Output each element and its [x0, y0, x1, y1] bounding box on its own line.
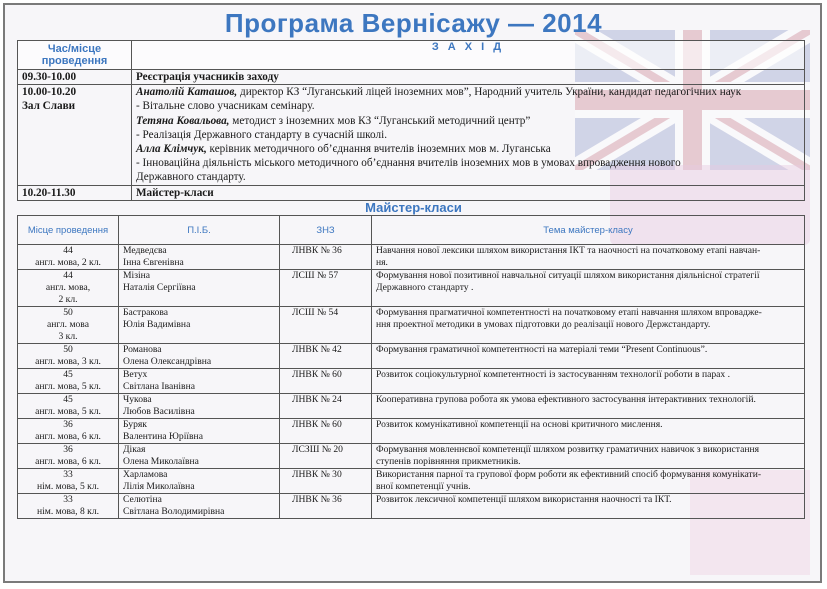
cell-place-line: англ. мова, 2 кл. [35, 257, 101, 268]
cell-pib-line: Ветух [123, 369, 148, 380]
cell-topic [372, 494, 805, 519]
cell-pib [119, 419, 280, 444]
cell-place [18, 369, 119, 394]
cell-pib-line: Романова [123, 344, 162, 355]
cell-pib-line: Світлана Володимирівна [123, 506, 225, 517]
cell-zns-line: ЛНВК № 30 [292, 469, 342, 480]
cell-place [18, 469, 119, 494]
table-row [18, 394, 805, 419]
header-zns: ЗНЗ [280, 216, 372, 245]
cell-place-line: англ. мова, 5 кл. [35, 381, 101, 392]
cell-place-line: англ. мова, 3 кл. [35, 356, 101, 367]
cell-place-line: 50 [63, 344, 73, 355]
cell-place [18, 307, 119, 344]
cell-topic [372, 369, 805, 394]
cell-topic-line: Розвиток комунікативної компетенції на основі критичного мислення. [376, 419, 663, 430]
cell-place [18, 494, 119, 519]
cell-topic-line: ступенів порівняння прикметників. [376, 456, 521, 467]
cell-topic [372, 270, 805, 307]
cell-zns-line: ЛСЗШ № 20 [292, 444, 343, 455]
cell-pib-line: Любов Василівна [123, 406, 195, 417]
row-time [18, 85, 132, 185]
cell-pib-line: Мізіна [123, 270, 151, 281]
table-row [18, 469, 805, 494]
cell-place-line: 45 [63, 369, 73, 380]
cell-pib-line: Наталія Сергіївна [123, 282, 196, 293]
cell-pib-line: Селютіна [123, 494, 162, 505]
table-row [18, 185, 805, 200]
cell-place-line: англ. мова, 5 кл. [35, 406, 101, 417]
cell-place-line: 44 [63, 245, 73, 256]
cell-place-line: 45 [63, 394, 73, 405]
speech-topic: - Вітальне слово учасникам семінару. [136, 100, 315, 113]
cell-pib-line: Лілія Миколаївна [123, 481, 195, 492]
table-row [18, 369, 805, 394]
cell-pib [119, 394, 280, 419]
cell-place [18, 344, 119, 369]
cell-place-line: нім. мова, 5 кл. [36, 481, 100, 492]
cell-place-line: англ. мова, [45, 282, 91, 293]
cell-zns [280, 270, 372, 307]
cell-zns [280, 494, 372, 519]
program-table [17, 40, 805, 201]
cell-topic-line: Формування граматичної компетентності на матеріалі теми “Present Continuous”. [376, 344, 708, 355]
cell-zns-line: ЛСШ № 54 [292, 307, 339, 318]
cell-topic-line: Використання парної та групової форм роботи як ефективний спосіб формування комунікати- [376, 469, 762, 480]
row-event: Реєстрація учасників заходу [132, 70, 805, 85]
cell-pib-line: Чукова [123, 394, 152, 405]
cell-place-line: 3 кл. [58, 331, 78, 342]
cell-place [18, 245, 119, 270]
cell-zns [280, 419, 372, 444]
cell-place-line: 36 [63, 419, 73, 430]
table-row [18, 270, 805, 307]
row-time: 09.30-10.00 [18, 70, 132, 85]
cell-place-line: англ. мова, 6 кл. [35, 456, 101, 467]
cell-place [18, 270, 119, 307]
speech-topic-cont: Державного стандарту. [136, 171, 246, 184]
speaker-name: Тетяна Ковальова, [136, 114, 230, 127]
cell-pib [119, 245, 280, 270]
cell-topic [372, 394, 805, 419]
cell-place-line: 33 [63, 469, 73, 480]
cell-zns [280, 394, 372, 419]
page-title: Програма Вернісажу — 2014 [224, 8, 603, 38]
cell-topic [372, 419, 805, 444]
table-header-row [18, 216, 805, 245]
cell-place [18, 419, 119, 444]
table-row [18, 245, 805, 270]
cell-place-line: 50 [63, 307, 73, 318]
cell-topic-line: Розвиток лексичної компетенції шляхом використання наочності та ІКТ. [376, 494, 672, 505]
cell-place-line: англ. мова, 6 кл. [35, 431, 101, 442]
cell-place [18, 444, 119, 469]
header-topic: Тема майстер-класу [372, 216, 805, 245]
cell-topic [372, 444, 805, 469]
cell-topic-line: ння проектної методики в умовах підготовки до реалізації нового Держстандарту. [376, 319, 711, 330]
header-event: З А Х І Д [132, 41, 805, 70]
cell-pib [119, 369, 280, 394]
speech-topic: - Інноваційна діяльність міського методичного об’єднання вчителів іноземних мов в умовах впровадження нового [136, 157, 681, 170]
speaker-name: Анатолій Каташов, [136, 86, 238, 99]
cell-pib [119, 494, 280, 519]
cell-zns [280, 469, 372, 494]
cell-pib [119, 469, 280, 494]
cell-topic-line: Кооперативна групова робота як умова ефективного застосування інтерактивних технологій. [376, 394, 756, 405]
venue: Зал Слави [22, 100, 76, 113]
table-row [18, 444, 805, 469]
cell-place-line: нім. мова, 8 кл. [36, 506, 100, 517]
cell-place-line: 33 [63, 494, 73, 505]
cell-topic [372, 344, 805, 369]
cell-topic [372, 245, 805, 270]
cell-topic [372, 307, 805, 344]
cell-topic-line: Формування прагматичної компетентності на початковому етапі навчання шляхом впровадже- [376, 307, 762, 318]
row-time: 10.20-11.30 [18, 185, 132, 200]
cell-topic-line: вної компетенції учнів. [376, 481, 471, 492]
cell-pib-line: Світлана Іванівна [123, 381, 195, 392]
cell-topic-line: Державного стандарту . [376, 282, 474, 293]
cell-pib [119, 270, 280, 307]
time-range: 10.00-10.20 [22, 86, 77, 99]
cell-pib-line: Харламова [123, 469, 168, 480]
cell-pib-line: Буряк [123, 419, 147, 430]
speaker-role: керівник методичного об’єднання вчителів іноземних мов м. Луганська [206, 143, 551, 156]
cell-zns-line: ЛНВК № 42 [292, 344, 342, 355]
speech-topic: - Реалізація Державного стандарту в сучасній школі. [136, 128, 387, 141]
cell-zns-line: ЛНВК № 60 [292, 369, 342, 380]
cell-pib-line: Валентина Юріївна [123, 431, 203, 442]
cell-pib-line: Олена Олександрівна [123, 356, 212, 367]
cell-pib-line: Медведєва [123, 245, 167, 256]
table-row [18, 494, 805, 519]
speaker-name: Алла Клімчук, [136, 143, 207, 156]
cell-topic [372, 469, 805, 494]
cell-pib-line: Дікая [123, 444, 146, 455]
cell-place-line: 2 кл. [58, 294, 78, 305]
table-row [18, 419, 805, 444]
cell-zns [280, 344, 372, 369]
cell-zns [280, 369, 372, 394]
row-event: Майстер-класи [132, 185, 805, 200]
cell-zns-line: ЛСШ № 57 [292, 270, 339, 281]
cell-zns-line: ЛНВК № 36 [292, 494, 342, 505]
cell-zns-line: ЛНВК № 60 [292, 419, 342, 430]
cell-place-line: 36 [63, 444, 73, 455]
row-event [132, 85, 805, 185]
cell-pib [119, 444, 280, 469]
cell-topic-line: Формування нової позитивної навчальної ситуації шляхом використання діяльнісної стратегії [376, 270, 760, 281]
table-row [18, 344, 805, 369]
cell-zns [280, 245, 372, 270]
cell-topic-line: Навчання нової лексики шляхом використання ІКТ та наочності на початковому етапі навчан- [376, 245, 761, 256]
cell-zns [280, 307, 372, 344]
header-place: Місце проведення [18, 216, 119, 245]
section-title: Майстер-класи [365, 200, 462, 215]
cell-zns [280, 444, 372, 469]
cell-pib [119, 307, 280, 344]
speaker-role: директор КЗ “Луганський ліцей іноземних мов”, Народний учитель України, кандидат педагогічних наук [237, 86, 742, 99]
cell-place [18, 394, 119, 419]
table-row [18, 70, 805, 85]
table-header-row [18, 41, 805, 70]
cell-pib-line: Олена Миколаївна [123, 456, 199, 467]
cell-zns-line: ЛНВК № 36 [292, 245, 342, 256]
cell-pib-line: Юлія Вадимівна [123, 319, 191, 330]
cell-pib [119, 344, 280, 369]
cell-pib-line: Бастракова [123, 307, 169, 318]
header-time: Час/місце проведення [18, 41, 132, 70]
table-row [18, 85, 805, 185]
cell-pib-line: Інна Євгенівна [123, 257, 184, 268]
masterclass-table [17, 215, 805, 519]
cell-topic-line: Формування мовленнєвої компетенції шляхом розвитку граматичних навичок з використання [376, 444, 760, 455]
header-pib: П.І.Б. [119, 216, 280, 245]
cell-topic-line: ня. [376, 257, 388, 268]
speaker-role: методист з іноземних мов КЗ “Луганський методичний центр” [229, 114, 531, 127]
cell-zns-line: ЛНВК № 24 [292, 394, 342, 405]
cell-place-line: 44 [63, 270, 73, 281]
cell-place-line: англ. мова [47, 319, 89, 330]
table-row [18, 307, 805, 344]
cell-topic-line: Розвиток соціокультурної компетентності із застосуванням технології роботи в парах . [376, 369, 731, 380]
